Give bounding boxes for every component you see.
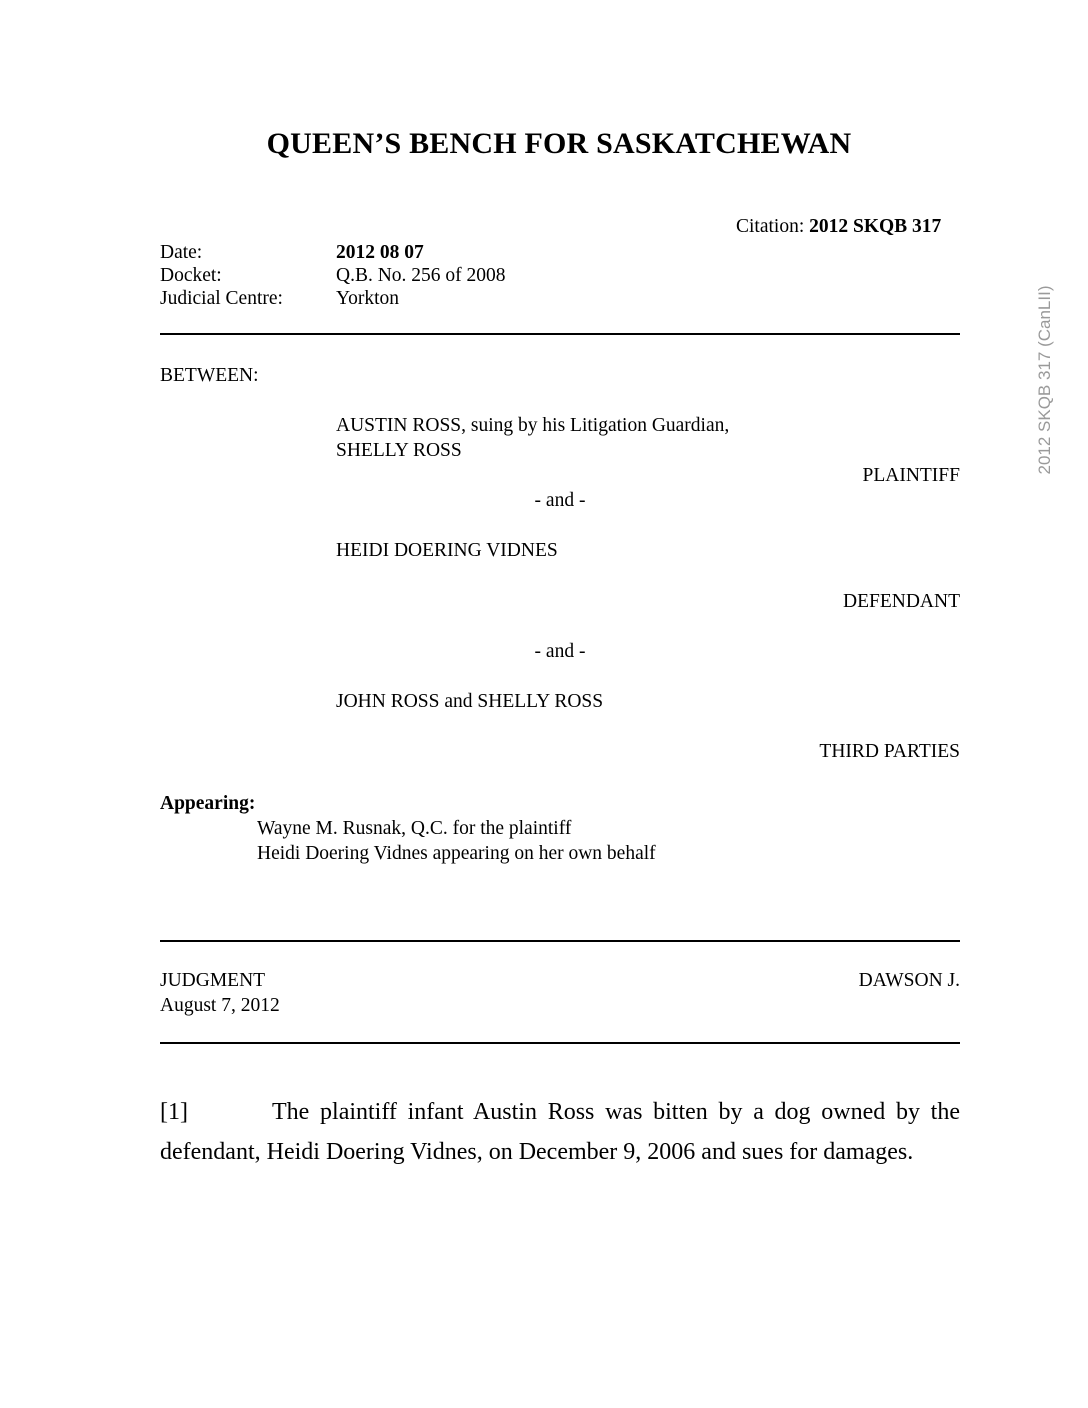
divider-judgment-top (160, 940, 960, 942)
defendant-name: HEIDI DOERING VIDNES (336, 540, 558, 561)
canlii-side-stamp: 2012 SKQB 317 (CanLII) (1035, 285, 1054, 475)
judge-name: DAWSON J. (858, 970, 960, 991)
citation (736, 215, 941, 239)
citation-label: Citation: (736, 216, 805, 237)
plaintiff-name-line2: SHELLY ROSS (336, 440, 462, 461)
date-value: 2012 08 07 (336, 242, 424, 263)
docket-label: Docket: (160, 265, 222, 286)
and-separator-2: - and - (534, 641, 586, 662)
and-separator-1: - and - (534, 490, 586, 511)
appearing-defendant: Heidi Doering Vidnes appearing on her own behalf (257, 843, 656, 864)
divider-top (160, 333, 960, 335)
judicial-centre-label: Judicial Centre: (160, 288, 283, 309)
third-party-names: JOHN ROSS and SHELLY ROSS (336, 691, 604, 712)
third-party-role: THIRD PARTIES (819, 741, 960, 762)
court-title: QUEEN’S BENCH FOR SASKATCHEWAN (266, 127, 852, 160)
paragraph-number: [1] (160, 1099, 188, 1125)
judgment-label: JUDGMENT (160, 970, 266, 991)
judgment-date: August 7, 2012 (160, 995, 280, 1016)
paragraph-1 (160, 1092, 960, 1172)
appearing-counsel-plaintiff: Wayne M. Rusnak, Q.C. for the plaintiff (257, 818, 572, 839)
between-label: BETWEEN: (160, 365, 259, 386)
defendant-role: DEFENDANT (843, 591, 960, 612)
judicial-centre-value: Yorkton (336, 288, 400, 309)
docket-value: Q.B. No. 256 of 2008 (336, 265, 506, 286)
appearing-label: Appearing: (160, 793, 256, 814)
divider-judgment-bottom (160, 1042, 960, 1044)
date-label: Date: (160, 242, 203, 263)
plaintiff-name-line1: AUSTIN ROSS, suing by his Litigation Guardian, (336, 415, 730, 436)
citation-value: 2012 SKQB 317 (809, 216, 942, 237)
paragraph-text: The plaintiff infant Austin Ross was bitten by a dog owned by the defendant, Heidi Doering Vidnes, on December 9, 2006 and sues for damages. (160, 1099, 960, 1165)
plaintiff-role: PLAINTIFF (862, 465, 960, 486)
